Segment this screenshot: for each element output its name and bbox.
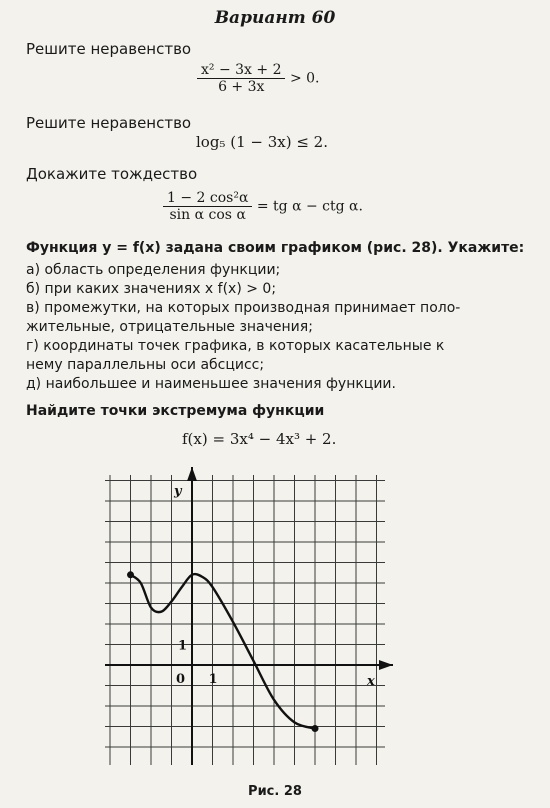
y-unit-label: 1 <box>178 638 188 654</box>
problem4-item-b: б) при каких значениях x f(x) > 0; <box>26 281 277 297</box>
x-axis-arrow <box>379 660 393 670</box>
problem1-fraction <box>197 62 285 95</box>
variant-title: Вариант 60 <box>214 8 336 28</box>
problem4-item-a: а) область определения функции; <box>26 262 281 278</box>
problem4-item-c-cont: жительные, отрицательные значения; <box>26 319 313 335</box>
problem2-prompt: Решите неравенство <box>26 114 192 132</box>
problem1-relation: > 0. <box>289 70 320 87</box>
problem3-numerator: 1 − 2 cos²α <box>163 190 252 207</box>
problem4-item-d: г) координаты точек графика, в которых касательные к <box>26 338 445 354</box>
problem3-rhs: = tg α − ctg α. <box>256 198 363 215</box>
figure-caption: Рис. 28 <box>248 784 302 799</box>
problem5-prompt: Найдите точки экстремума функции <box>26 403 325 419</box>
problem3-prompt: Докажите тождество <box>26 165 198 183</box>
problem2-expression: log₅ (1 − 3x) ≤ 2. <box>196 133 328 151</box>
problem1-formula <box>197 62 319 95</box>
function-graph <box>95 465 395 775</box>
problem1-numerator: x² − 3x + 2 <box>197 62 285 79</box>
problem3-denominator: sin α cos α <box>169 207 246 223</box>
y-axis-arrow <box>187 467 197 481</box>
function-curve <box>131 574 316 728</box>
problem4-item-d-cont: нему параллельны оси абсцисс; <box>26 357 265 373</box>
curve-start-point <box>127 571 134 578</box>
problem4-item-e: д) наибольшее и наименьшее значения функции. <box>26 376 396 392</box>
problem3-formula <box>163 190 363 223</box>
x-unit-label: 1 <box>208 672 218 687</box>
problem1-denominator: 6 + 3x <box>218 79 265 95</box>
problem4-intro: Функция y = f(x) задана своим графиком (рис. 28). Укажите: <box>26 240 525 256</box>
problem4-item-c: в) промежутки, на которых производная принимает поло- <box>26 300 461 316</box>
curve-end-point <box>312 725 319 732</box>
problem5-formula: f(x) = 3x⁴ − 4x³ + 2. <box>182 430 337 448</box>
y-axis-label: y <box>174 484 182 499</box>
x-axis-label: x <box>367 674 375 689</box>
problem3-fraction <box>163 190 252 223</box>
origin-label: 0 <box>176 672 186 687</box>
problem1-prompt: Решите неравенство <box>26 40 192 58</box>
